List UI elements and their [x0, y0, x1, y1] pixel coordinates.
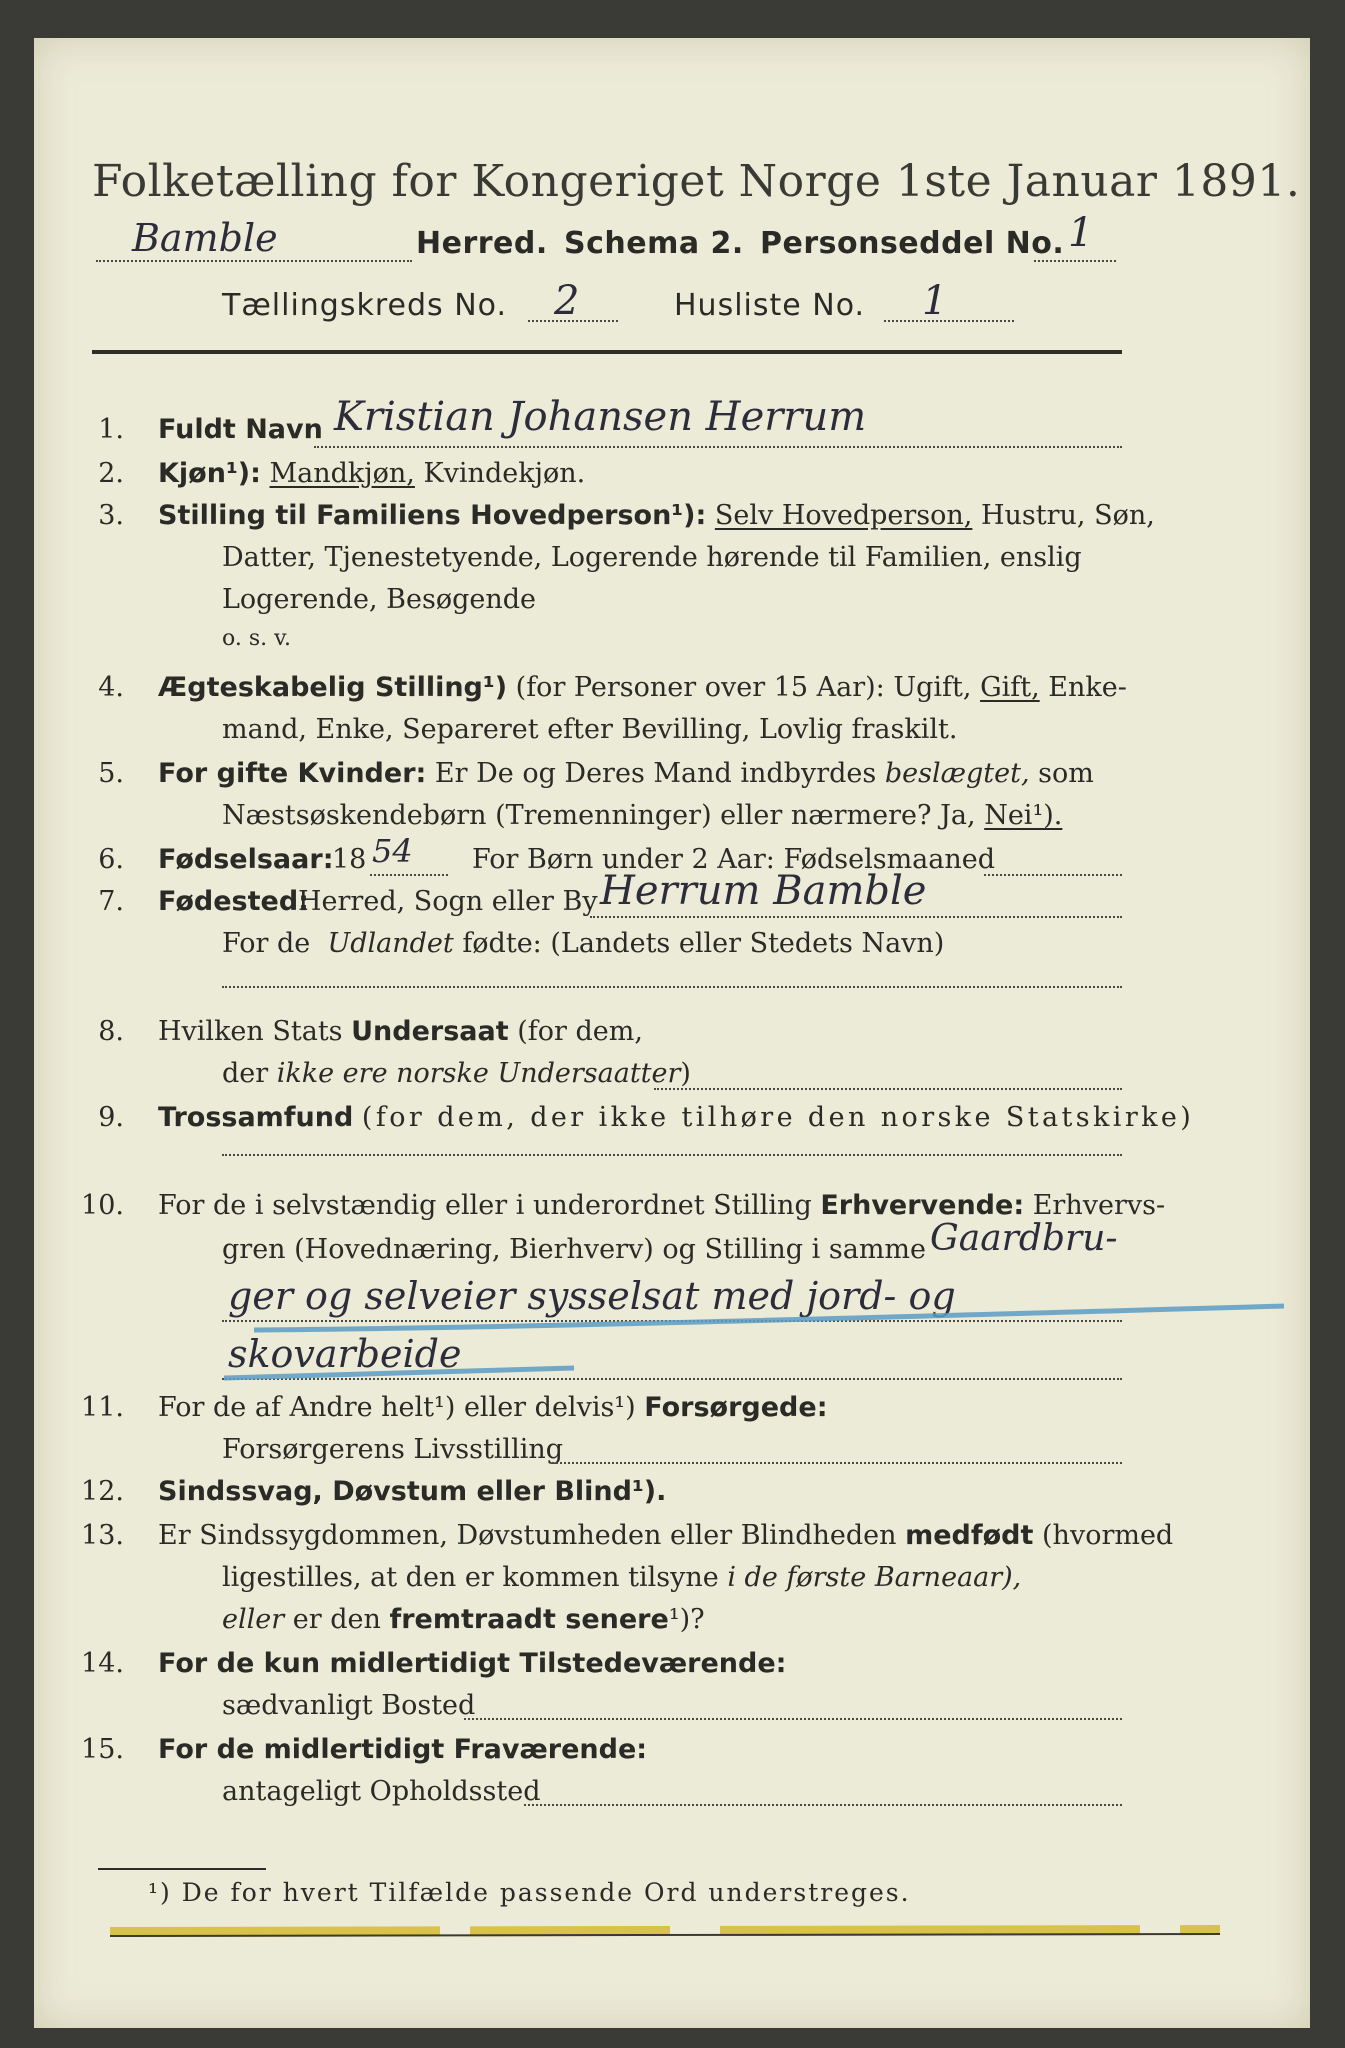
q10-text1: For de i selvstændig eller i underordnet Stilling — [158, 1190, 812, 1221]
header-rule — [92, 350, 1122, 354]
q4-text2: Enke- — [1048, 672, 1127, 703]
q6-label: Fødselsaar: — [158, 844, 334, 875]
q7-line2b: fødte: (Landets eller Stedets Navn) — [462, 928, 945, 959]
q13-line3-italic: eller — [222, 1604, 285, 1635]
q11-text: For de af Andre helt¹) eller delvis¹) — [158, 1392, 636, 1423]
q9-text: (for dem, der ikke tilhøre den norske Statskirke) — [361, 1102, 1195, 1133]
q3-line2: Datter, Tjenestetyende, Logerende hørende til Familien, enslig — [222, 542, 1082, 573]
q4-text1: (for Personer over 15 Aar): Ugift, — [515, 672, 972, 703]
personseddel-dotted-line — [1034, 260, 1116, 262]
q7-line2-italic: Udlandet — [327, 928, 454, 959]
q9-number: 9. — [98, 1102, 124, 1133]
q15-dotted-line — [524, 1804, 1122, 1806]
q5-label: For gifte Kvinder: — [158, 758, 427, 789]
q7-line3-dotted — [222, 986, 1122, 988]
q3-line3: Logerende, Besøgende — [222, 584, 536, 615]
footnote: ¹) De for hvert Tilfælde passende Ord understreges. — [148, 1878, 911, 1907]
q13-line2a: ligestilles, at den er kommen tilsyne — [222, 1562, 719, 1593]
q10-handwritten-1: Gaardbru- — [930, 1218, 1118, 1259]
q10-number: 10. — [81, 1190, 124, 1221]
q6-text: For Børn under 2 Aar: Fødselsmaaned — [472, 844, 996, 875]
q6-dotted-line — [984, 874, 1122, 876]
q1-value: Kristian Johansen Herrum — [334, 394, 867, 440]
herred-label: Herred. — [416, 226, 548, 261]
q10-handwritten-2: ger og selveier sysselsat med jord- og — [228, 1274, 956, 1318]
q11-line1 — [158, 1392, 828, 1423]
q4-line1 — [158, 672, 1127, 703]
kreds-value: 2 — [554, 278, 580, 324]
q12-number: 12. — [81, 1476, 124, 1507]
q8-line2a: der — [222, 1058, 269, 1089]
q4-number: 4. — [98, 672, 124, 703]
q9-line1 — [158, 1102, 1194, 1133]
footnote-rule — [98, 1868, 266, 1870]
q2-number: 2. — [98, 458, 124, 489]
q6-number: 6. — [98, 844, 124, 875]
q1-number: 1. — [98, 414, 124, 445]
q14-line2: sædvanligt Bosted — [222, 1690, 476, 1721]
q14-dotted-line — [464, 1718, 1122, 1720]
q4-line2: mand, Enke, Separeret efter Bevilling, Lovlig fraskilt. — [222, 714, 958, 745]
q6-year-value: 54 — [372, 832, 413, 870]
personseddel-label: Personseddel No. — [760, 226, 1065, 261]
q7-value: Herrum Bamble — [600, 868, 927, 914]
q5-line2 — [222, 800, 1062, 831]
q7-dotted-line — [590, 916, 1122, 918]
q2-line — [158, 458, 585, 489]
q7-line2 — [222, 928, 944, 959]
q7-text: Herred, Sogn eller By — [298, 886, 598, 917]
q5-italic: beslægtet, — [884, 758, 1030, 789]
q13-text2: (hvormed — [1042, 1520, 1174, 1551]
q8-line2: der ikke ere norske Undersaatter) — [222, 1058, 691, 1089]
q15-label: For de midlertidigt Fraværende: — [158, 1734, 648, 1765]
q15-line2: antageligt Opholdssted — [222, 1776, 541, 1807]
herred-value: Bamble — [132, 216, 278, 260]
q7-label: Fødested: — [158, 886, 309, 917]
form-title: Folketælling for Kongeriget Norge 1ste Januar 1891. — [92, 156, 1301, 207]
q13-text1: Er Sindssygdommen, Døvstumheden eller Blindheden — [158, 1520, 897, 1551]
q3-option-selected: Selv Hovedperson, — [714, 500, 973, 531]
q6-year-prefix: 18 — [332, 844, 367, 875]
q3-label: Stilling til Familiens Hovedperson¹): — [158, 500, 707, 531]
q8-dotted-line — [654, 1088, 1122, 1090]
bottom-stripe — [110, 1918, 1230, 1948]
husliste-label: Husliste No. — [674, 288, 866, 323]
q5-number: 5. — [98, 758, 124, 789]
q7-line2a: For de — [222, 928, 311, 959]
q13-line3-bold: fremtraadt senere — [389, 1604, 669, 1635]
kreds-label: Tællingskreds No. — [222, 288, 507, 323]
q2-option-mandkjon: Mandkjøn, — [269, 458, 415, 489]
q3-number: 3. — [98, 500, 124, 531]
q14-number: 14. — [81, 1648, 124, 1679]
q13-line3a: er den — [292, 1604, 381, 1635]
schema-label: Schema 2. — [564, 226, 744, 261]
q5-line2-text: Næstsøskendebørn (Tremenninger) eller nærmere? Ja, — [222, 800, 976, 831]
q5-text1: Er De og Deres Mand indbyrdes — [434, 758, 877, 789]
q13-number: 13. — [81, 1520, 124, 1551]
q10-handwritten-3: skovarbeide — [228, 1332, 462, 1376]
q5-text2: som — [1038, 758, 1094, 789]
census-form-sheet — [34, 38, 1310, 2028]
q9-line2-dotted — [222, 1154, 1122, 1156]
q10-label: Erhvervende: — [820, 1190, 1025, 1221]
q8-line2-italic: ikke ere norske Undersaatter — [276, 1058, 681, 1089]
q6-year-dotted-line — [370, 874, 448, 876]
q11-line2: Forsørgerens Livsstilling — [222, 1434, 564, 1465]
q5-line1 — [158, 758, 1094, 789]
q13-line3 — [222, 1604, 705, 1635]
q10-line2: gren (Hovednæring, Bierhverv) og Stilling i samme — [222, 1234, 927, 1265]
q2-label: Kjøn¹): — [158, 458, 261, 489]
q3-rest: Hustru, Søn, — [980, 500, 1155, 531]
q8-number: 8. — [98, 1016, 124, 1047]
q15-number: 15. — [81, 1734, 124, 1765]
q10-line1 — [158, 1190, 1165, 1221]
q10-text2: Erhvervs- — [1032, 1190, 1166, 1221]
q13-line2 — [222, 1562, 1021, 1593]
q8-text1: Hvilken Stats — [158, 1016, 343, 1047]
q14-label: For de kun midlertidigt Tilstedeværende: — [158, 1648, 787, 1679]
q4-label: Ægteskabelig Stilling¹) — [158, 672, 508, 703]
q7-number: 7. — [98, 886, 124, 917]
q2-option-kvindekjon: Kvindekjøn. — [423, 458, 586, 489]
husliste-value: 1 — [922, 278, 948, 324]
q3-line1 — [158, 500, 1155, 531]
q12-label: Sindssvag, Døvstum eller Blind¹). — [158, 1476, 667, 1507]
q11-label: Forsørgede: — [644, 1392, 828, 1423]
q8-line1 — [158, 1016, 643, 1047]
q11-dotted-line — [552, 1462, 1122, 1464]
q3-line4: o. s. v. — [222, 626, 291, 651]
q8-text2: (for dem, — [517, 1016, 643, 1047]
q10-blue-pencil-marks — [214, 1278, 1294, 1388]
q4-option-selected: Gift, — [980, 672, 1040, 703]
q13-line2-italic: i de første Barneaar), — [727, 1562, 1022, 1593]
q5-option-selected: Nei¹). — [984, 800, 1063, 831]
q13-label: medfødt — [905, 1520, 1034, 1551]
q11-number: 11. — [81, 1392, 124, 1423]
herred-dotted-line — [96, 260, 412, 262]
husliste-dotted-line — [884, 320, 1014, 322]
q13-line3c: ¹)? — [668, 1604, 705, 1635]
q8-label: Undersaat — [351, 1016, 509, 1047]
personseddel-value: 1 — [1068, 210, 1094, 256]
q1-dotted-line — [314, 446, 1122, 448]
q13-line1 — [158, 1520, 1173, 1551]
q9-label: Trossamfund — [158, 1102, 354, 1133]
q1-label: Fuldt Navn — [158, 414, 323, 445]
